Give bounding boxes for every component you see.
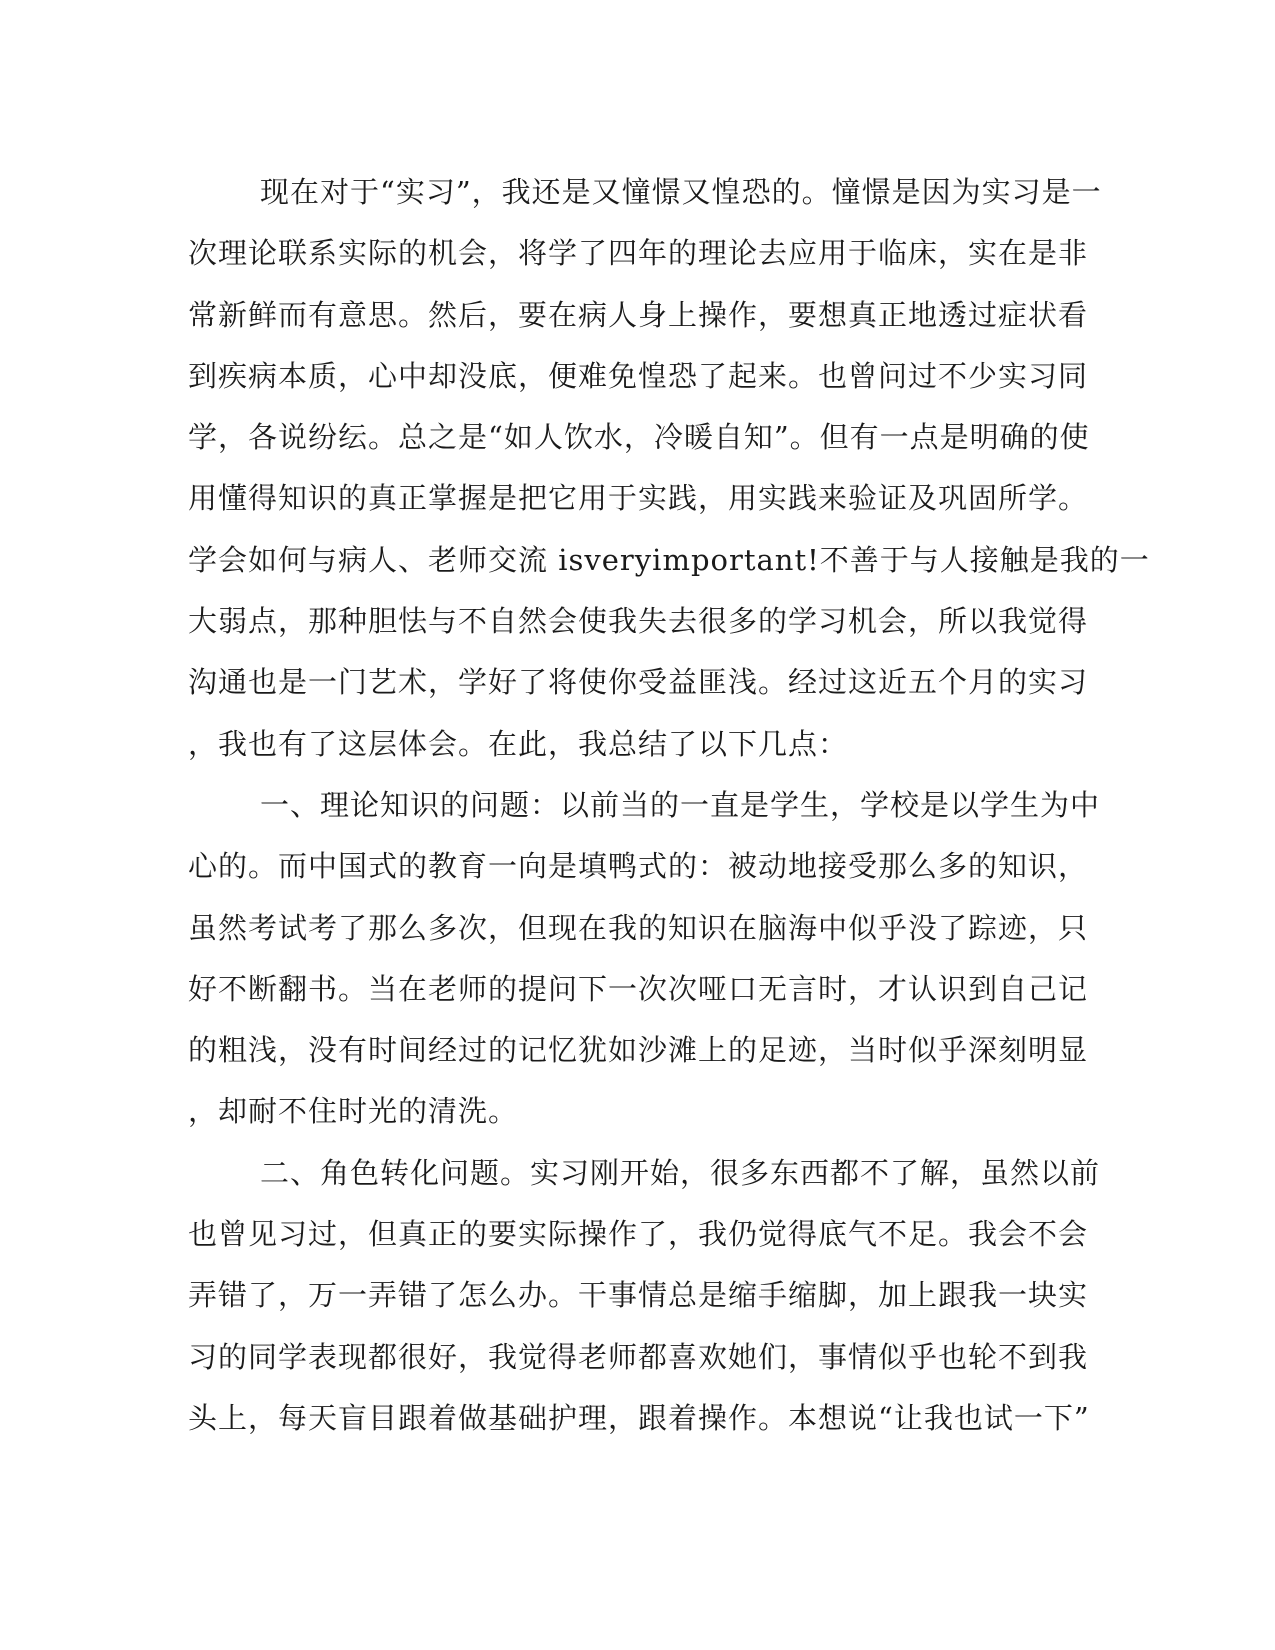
paragraph-1-line: 常新鲜而有意思。然后，要在病人身上操作，要想真正地透过症状看: [188, 297, 1089, 332]
paragraph-1-line: 沟通也是一门艺术，学好了将使你受益匪浅。经过这近五个月的实习: [188, 665, 1089, 700]
paragraph-1-line: 到疾病本质，心中却没底，便难免惶恐了起来。也曾问过不少实习同: [188, 358, 1089, 393]
paragraph-2-line: 心的。而中国式的教育一向是填鸭式的：被动地接受那么多的知识，: [188, 849, 1089, 884]
paragraph-3-line: 弄错了，万一弄错了怎么办。干事情总是缩手缩脚，加上跟我一块实: [188, 1278, 1089, 1313]
paragraph-2-line: 一、理论知识的问题：以前当的一直是学生，学校是以学生为中: [260, 787, 1101, 822]
paragraph-1-line: 次理论联系实际的机会，将学了四年的理论去应用于临床，实在是非: [188, 236, 1089, 271]
paragraph-2-line: 的粗浅，没有时间经过的记忆犹如沙滩上的足迹，当时似乎深刻明显: [188, 1033, 1089, 1068]
paragraph-3-line: 习的同学表现都很好，我觉得老师都喜欢她们，事情似乎也轮不到我: [188, 1339, 1089, 1374]
paragraph-3-line: 也曾见习过，但真正的要实际操作了，我仍觉得底气不足。我会不会: [188, 1217, 1089, 1252]
paragraph-1-line: 学会如何与病人、老师交流 isveryimportant!不善于与人接触是我的一: [188, 542, 1150, 577]
paragraph-3-line: 二、角色转化问题。实习刚开始，很多东西都不了解，虽然以前: [260, 1155, 1101, 1190]
paragraph-2-line: 好不断翻书。当在老师的提问下一次次哑口无言时，才认识到自己记: [188, 971, 1089, 1006]
paragraph-1-line: 大弱点，那种胆怯与不自然会使我失去很多的学习机会，所以我觉得: [188, 604, 1089, 639]
paragraph-2-line: 虽然考试考了那么多次，但现在我的知识在脑海中似乎没了踪迹，只: [188, 910, 1089, 945]
paragraph-3-line: 头上，每天盲目跟着做基础护理，跟着操作。本想说“让我也试一下”: [188, 1400, 1090, 1435]
paragraph-1-line: ，我也有了这层体会。在此，我总结了以下几点：: [188, 726, 849, 761]
body-text: [188, 162, 1150, 1449]
paragraph-1-line: 学，各说纷纭。总之是“如人饮水，冷暖自知”。但有一点是明确的使: [188, 420, 1090, 455]
paragraph-1-line: 用懂得知识的真正掌握是把它用于实践，用实践来验证及巩固所学。: [188, 481, 1089, 516]
paragraph-2-line: ，却耐不住时光的清洗。: [188, 1094, 519, 1129]
paragraph-1-line: 现在对于“实习”，我还是又憧憬又惶恐的。憧憬是因为实习是一: [260, 175, 1102, 209]
